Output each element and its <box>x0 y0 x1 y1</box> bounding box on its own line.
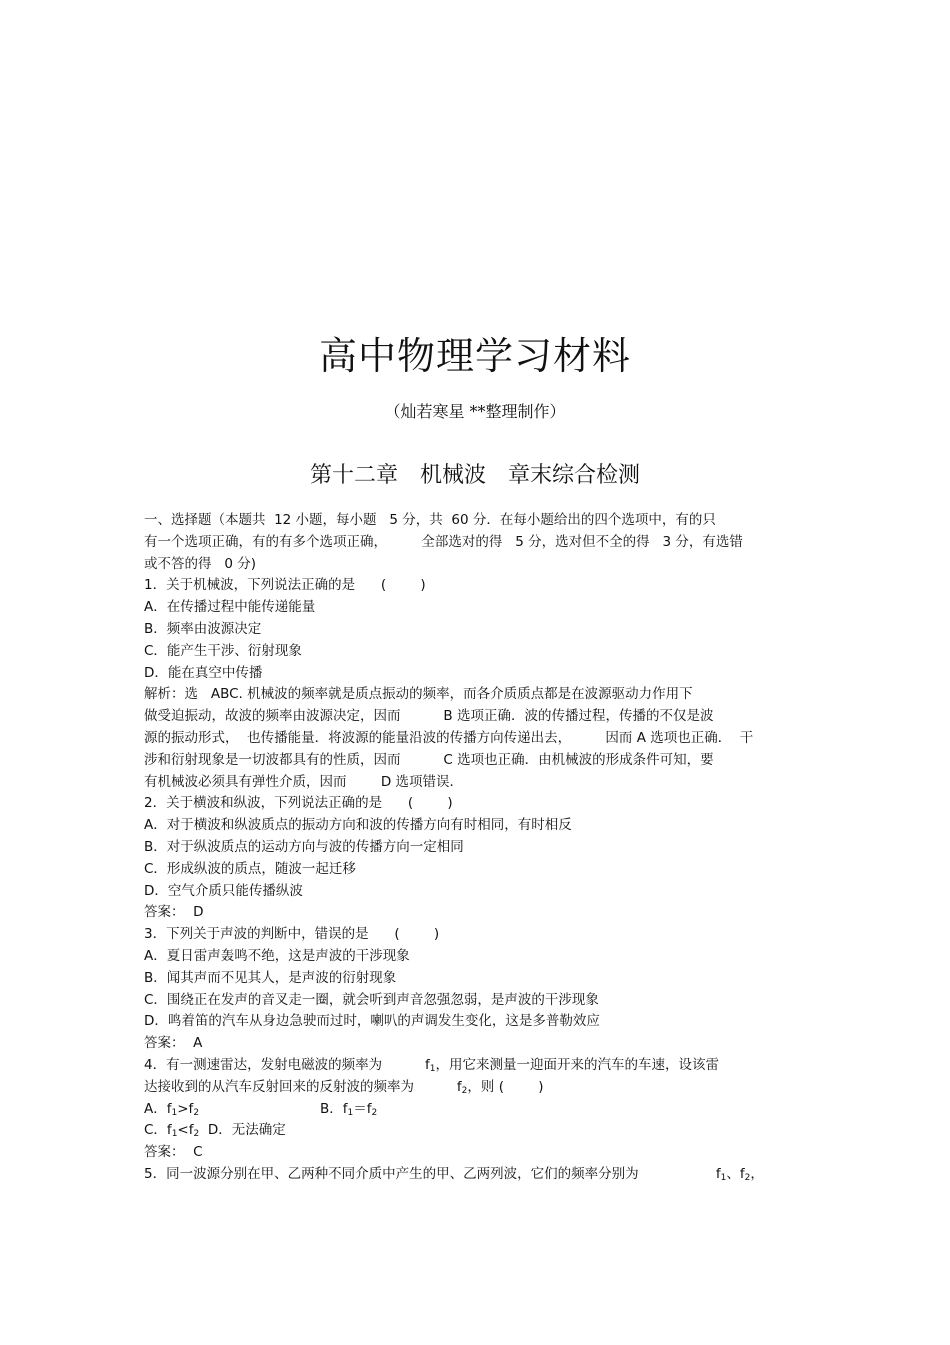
question-2-answer: 答案： D <box>144 904 204 921</box>
question-2-option-a: A．对于横波和纵波质点的振动方向和波的传播方向有时相同，有时相反 <box>144 817 572 834</box>
text-run: C．f <box>144 1122 172 1139</box>
subscript: 2 <box>193 1107 200 1118</box>
question-1-analysis: 解析：选 ABC. 机械波的频率就是质点振动的频率，而各介质质点都是在波源驱动力作用下 <box>144 686 693 703</box>
question-3-answer: 答案： A <box>144 1035 203 1052</box>
subscript: 1 <box>429 1063 436 1074</box>
text-run: 、f <box>726 1165 745 1182</box>
content-body <box>144 510 814 1186</box>
question-5-stem <box>144 1164 814 1186</box>
question-1-analysis: 源的振动形式， 也传播能量．将波源的能量沿波的传播方向传递出去， 因而 A 选项也正确． 干 <box>144 729 754 746</box>
question-4-options-ab <box>144 1099 814 1121</box>
subscript: 1 <box>347 1107 354 1118</box>
question-2-stem: 2．关于横波和纵波，下列说法正确的是 ( ) <box>144 795 453 812</box>
text-run: 4．有一测速雷达，发射电磁波的频率为 f <box>144 1056 430 1073</box>
chapter-heading: 第十二章 机械波 章末综合检测 <box>309 463 640 488</box>
subscript: 2 <box>193 1129 200 1140</box>
text-run: ，则 ( ) <box>467 1078 544 1095</box>
question-4-option-b <box>320 1099 377 1121</box>
text-run: ，用它来测量一迎面开来的汽车的车速，设该雷 <box>435 1056 719 1073</box>
question-1-analysis: 涉和衍射现象是一切波都具有的性质，因而 C 选项也正确．由机械波的形成条件可知，要 <box>144 751 714 768</box>
question-2-option-c: C．形成纵波的质点，随波一起迁移 <box>144 860 356 877</box>
text-run: >f <box>177 1100 194 1117</box>
question-2-option-d: D．空气介质只能传播纵波 <box>144 882 303 899</box>
section-intro-line: 有一个选项正确，有的有多个选项正确， 全部选对的得 5 分，选对但不全的得 3 分，有选错 <box>144 533 743 550</box>
question-1-analysis: 做受迫振动，故波的频率由波源决定，因而 B 选项正确．波的传播过程，传播的不仅是波 <box>144 708 714 725</box>
question-3-option-a: A．夏日雷声轰鸣不绝，这是声波的干涉现象 <box>144 947 410 964</box>
question-2-option-b: B．对于纵波质点的运动方向与波的传播方向一定相同 <box>144 838 464 855</box>
text-run: ， <box>750 1165 764 1182</box>
question-3-option-c: C．围绕正在发声的音叉走一圈，就会听到声音忽强忽弱，是声波的干涉现象 <box>144 991 599 1008</box>
question-1-option-d: D．能在真空中传播 <box>144 664 263 681</box>
text-run: 5．同一波源分别在甲、乙两种不同介质中产生的甲、乙两列波，它们的频率分别为 f <box>144 1165 721 1182</box>
text-run: 达接收到的从汽车反射回来的反射波的频率为 f <box>144 1078 462 1095</box>
question-4-option-a <box>144 1099 320 1121</box>
question-1-option-c: C．能产生干涉、衍射现象 <box>144 642 302 659</box>
question-1-option-a: A．在传播过程中能传递能量 <box>144 599 316 616</box>
question-4-answer: 答案： C <box>144 1144 203 1161</box>
subscript: 1 <box>171 1107 178 1118</box>
question-3-option-b: B．闻其声而不见其人，是声波的衍射现象 <box>144 969 397 986</box>
question-3-option-d: D．鸣着笛的汽车从身边急驶而过时，喇叭的声调发生变化，这是多普勒效应 <box>144 1013 600 1030</box>
subscript: 1 <box>171 1129 178 1140</box>
question-1-option-b: B．频率由波源决定 <box>144 620 262 637</box>
subscript: 2 <box>371 1107 378 1118</box>
question-4-options-cd <box>144 1120 814 1142</box>
question-1-stem: 1．关于机械波，下列说法正确的是 ( ) <box>144 577 426 594</box>
document-title: 高中物理学习材料 <box>318 334 631 378</box>
question-4-option-d: D．无法确定 <box>199 1122 286 1139</box>
question-1-analysis: 有机械波必须具有弹性介质，因而 D 选项错误． <box>144 773 464 790</box>
text-run: ＝f <box>353 1100 372 1117</box>
text-run: B．f <box>320 1100 348 1117</box>
question-3-stem: 3．下列关于声波的判断中，错误的是 ( ) <box>144 926 440 943</box>
text-run: <f <box>177 1122 194 1139</box>
section-intro-line: 一、选择题（本题共 12 小题，每小题 5 分，共 60 分．在每小题给出的四个选项中，有的只 <box>144 512 716 528</box>
question-4-stem-line2 <box>144 1077 814 1099</box>
section-intro-line: 或不答的得 0 分) <box>144 555 257 572</box>
subscript: 1 <box>720 1172 727 1183</box>
subscript: 2 <box>461 1085 468 1096</box>
question-4-stem-line1 <box>144 1055 814 1077</box>
subscript: 2 <box>744 1172 751 1183</box>
document-subtitle: （灿若寒星 **整理制作） <box>384 402 566 421</box>
text-run: A．f <box>144 1100 172 1117</box>
